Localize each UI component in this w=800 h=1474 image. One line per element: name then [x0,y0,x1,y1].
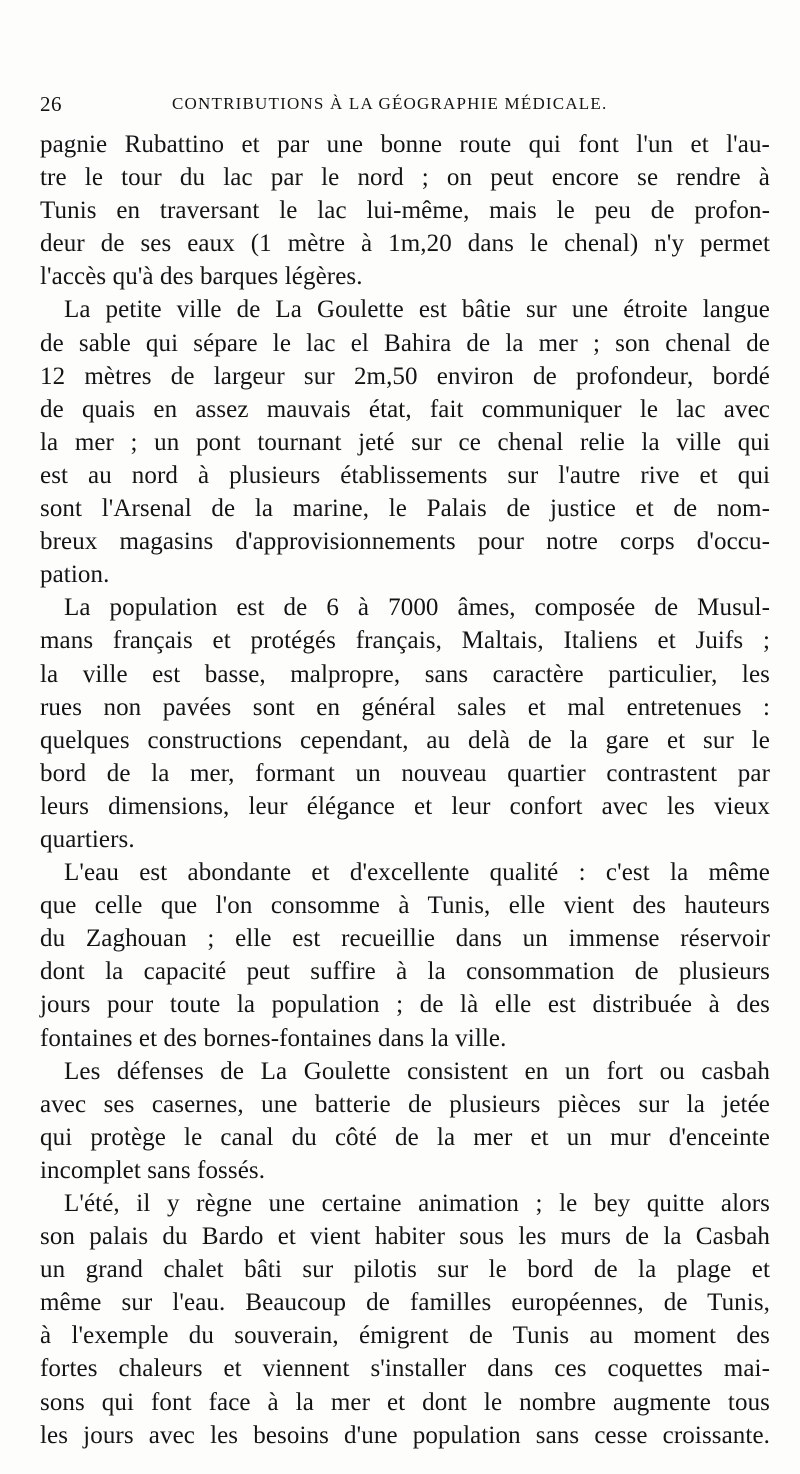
text-line: pagnie Rubattino et par une bonne route qui font l'un et l'au- [40,131,770,158]
text-line: sons qui font face à la mer et dont le nombre augmente tous [40,1388,770,1416]
text-line: La petite ville de La Goulette est bâtie sur une étroite langue [64,296,770,324]
text-line: que celle que l'on consomme à Tunis, elle vient des hauteurs [40,892,770,920]
body-text [40,128,770,1452]
text-line: du Zaghouan ; elle est recueillie dans un immense réservoir [40,925,770,953]
text-line: fortes chaleurs et viennent s'installer dans ces coquettes mai- [40,1355,770,1383]
text-line: un grand chalet bâti sur pilotis sur le bord de la plage et [40,1256,770,1284]
running-title: CONTRIBUTIONS À LA GÉOGRAPHIE MÉDICALE. [172,94,608,113]
text-line: sont l'Arsenal de la marine, le Palais de justice et de nom- [40,495,770,523]
text-line: les jours avec les besoins d'une population sans cesse croissante. [40,1421,770,1449]
text-line: deur de ses eaux (1 mètre à 1m,20 dans le chenal) n'y permet [40,230,770,258]
text-line: est au nord à plusieurs établissements sur l'autre rive et qui [40,461,770,489]
text-line: 12 mètres de largeur sur 2m,50 environ de profondeur, bordé [40,362,770,390]
text-line: dont la capacité peut suffire à la consommation de plusieurs [40,958,770,986]
text-line: quelques constructions cependant, au delà de la gare et sur le [40,726,770,754]
text-line: la mer ; un pont tournant jeté sur ce chenal relie la ville qui [40,428,770,456]
text-line: jours pour toute la population ; de là elle est distribuée à des [40,991,770,1019]
text-line: avec ses casernes, une batterie de plusieurs pièces sur la jetée [40,1090,770,1118]
text-line: rues non pavées sont en général sales et mal entretenues : [40,693,770,721]
text-line: bord de la mer, formant un nouveau quartier contrastent par [40,759,770,787]
text-line: incomplet sans fossés. [40,1156,266,1184]
text-line: à l'exemple du souverain, émigrent de Tunis au moment des [40,1322,770,1350]
text-line: de sable qui sépare le lac el Bahira de la mer ; son chenal de [40,329,770,357]
text-line: Les défenses de La Goulette consistent en un fort ou casbah [64,1057,770,1085]
text-line: fontaines et des bornes-fontaines dans la ville. [40,1024,507,1052]
text-line: quartiers. [40,825,135,853]
page-header [40,92,770,118]
page-number: 26 [40,92,62,116]
text-line: de quais en assez mauvais état, fait communiquer le lac avec [40,395,770,423]
text-line: La population est de 6 à 7000 âmes, composée de Musul- [64,594,770,622]
text-line: leurs dimensions, leur élégance et leur confort avec les vieux [40,792,770,820]
text-line: l'accès qu'à des barques légères. [40,263,363,291]
text-line: pation. [40,561,110,589]
text-line: qui protège le canal du côté de la mer et un mur d'enceinte [40,1123,770,1151]
text-line: même sur l'eau. Beaucoup de familles européennes, de Tunis, [40,1289,770,1317]
text-line: son palais du Bardo et vient habiter sous les murs de la Casbah [40,1223,770,1251]
text-line: L'été, il y règne une certaine animation ; le bey quitte alors [64,1190,770,1217]
text-line: mans français et protégés français, Maltais, Italiens et Juifs ; [40,627,770,655]
text-line: L'eau est abondante et d'excellente qualité : c'est la même [64,859,770,887]
text-line: breux magasins d'approvisionnements pour notre corps d'occu- [40,528,770,556]
text-line: tre le tour du lac par le nord ; on peut encore se rendre à [40,164,770,192]
text-line: la ville est basse, malpropre, sans caractère particulier, les [40,660,770,688]
text-line: Tunis en traversant le lac lui-même, mais le peu de profon- [40,197,770,225]
